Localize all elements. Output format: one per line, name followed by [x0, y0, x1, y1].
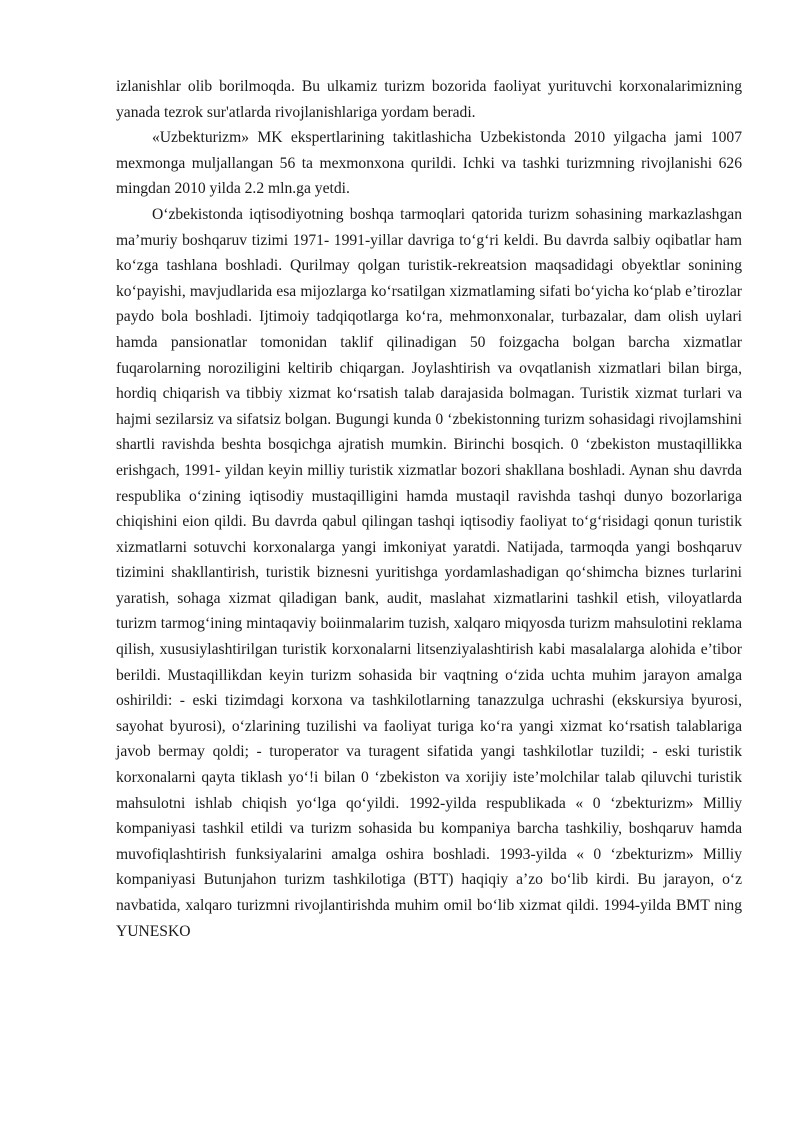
document-page: [116, 74, 742, 944]
paragraph-uzbekturizm-experts: «Uzbekturizm» MK ekspertlarining takitlashicha Uzbekistonda 2010 yilgacha jami 1007 mexmonga muljallangan 56 ta mexmonxona qurildi. Ichki va tashki turizmning rivojlanishi 626 mingdan 2010 yilda 2.2 mln.ga yetdi.: [116, 129, 742, 198]
paragraph-continuation: izlanishlar olib borilmoqda. Bu ulkamiz turizm bozorida faoliyat yurituvchi korxonalarimizning yanada tezrok sur'atlarda rivojlanishlariga yordam beradi.: [116, 78, 742, 121]
paragraph-tourism-history: O‘zbekistonda iqtisodiyotning boshqa tarmoqlari qatorida turizm sohasining markazlashgan ma’muriy boshqaruv tizimi 1971- 1991-yillar davriga to‘g‘ri keldi. Bu davrda salbiy oqibatlar ham ko‘zga tashlana boshladi. Qurilmay qolgan turistik-rekreatsion maqsadidagi obyektlar sonining ko‘payishi, mavjudlarida esa mijozlarga ko‘rsatilgan xizmatlaming sifati bo‘yicha ko‘plab e’tirozlar paydo bola boshladi. Ijtimoiy tadqiqotlarga ko‘ra, mehmonxonalar, turbazalar, dam olish uylari hamda pansionatlar tomonidan taklif qilinadigan 50 foizgacha bolgan barcha xizmatlar fuqarolarning noroziligini keltirib chiqargan. Joylashtirish va ovqatlanish xizmatlari bilan birga, hordiq chiqarish va tibbiy xizmat ko‘rsatish talab darajasida bolmagan. Turistik xizmat turlari va hajmi sezilarsiz va sifatsiz bolgan. Bugungi kunda 0 ‘zbekistonning turizm sohasidagi rivojlamshini shartli ravishda beshta bosqichga ajratish mumkin. Birinchi bosqich. 0 ‘zbekiston mustaqillikka erishgach, 1991- yildan keyin milliy turistik xizmatlar bozori shakllana boshladi. Aynan shu davrda respublika o‘zining iqtisodiy mustaqilligini hamda mustaqil ravishda tashqi dunyo bozorlariga chiqishini eion qildi. Bu davrda qabul qilingan tashqi iqtisodiy faoliyat to‘g‘risidagi qonun turistik xizmatlarni sotuvchi korxonalarga yangi imkoniyat yaratdi. Natijada, tarmoqda yangi boshqaruv tizimini shakllantirish, turistik biznesni yuritishga yordamlashadigan qo‘shimcha biznes turlarini yaratish, sohaga xizmat qiladigan bank, audit, maslahat xizmatlarini tashkil etish, viloyatlarda turizm tarmog‘ining mintaqaviy boiinmalarim tuzish, xalqaro miqyosda turizm mahsulotini reklama qilish, xususiylashtirilgan turistik korxonalarni litsenziyalashtirish kabi masalalarga alohida e’tibor berildi. Mustaqillikdan keyin turizm sohasida bir vaqtning o‘zida uchta muhim jarayon amalga oshirildi: - eski tizimdagi korxona va tashkilotlarning tanazzulga uchrashi (ekskursiya byurosi, sayohat byurosi), o‘zlarining tuzilishi va faoliyat turiga ko‘ra yangi xizmat ko‘rsatish talablariga javob bermay qoldi; - turoperator va turagent sifatida yangi tashkilotlar tuzildi; - eski turistik korxonalarni qayta tiklash yo‘!i bilan 0 ‘zbekiston va xorijiy iste’molchilar talab qiluvchi turistik mahsulotni ishlab chiqish yo‘lga qo‘yildi. 1992-yilda respublikada « 0 ‘zbekturizm» Milliy kompaniyasi tashkil etildi va turizm sohasida bu kompaniya barcha tashkiliy, boshqaruv hamda muvofiqlashtirish funksiyalarini amalga oshira boshladi. 1993-yilda « 0 ‘zbekturizm» Milliy kompaniyasi Butunjahon turizm tashkilotiga (BTT) haqiqiy a’zo bo‘lib kirdi. Bu jarayon, o‘z navbatida, xalqaro turizmni rivojlantirishda muhim omil bo‘lib xizmat qildi. 1994-yilda BMT ning YUNESKO: [116, 205, 742, 940]
